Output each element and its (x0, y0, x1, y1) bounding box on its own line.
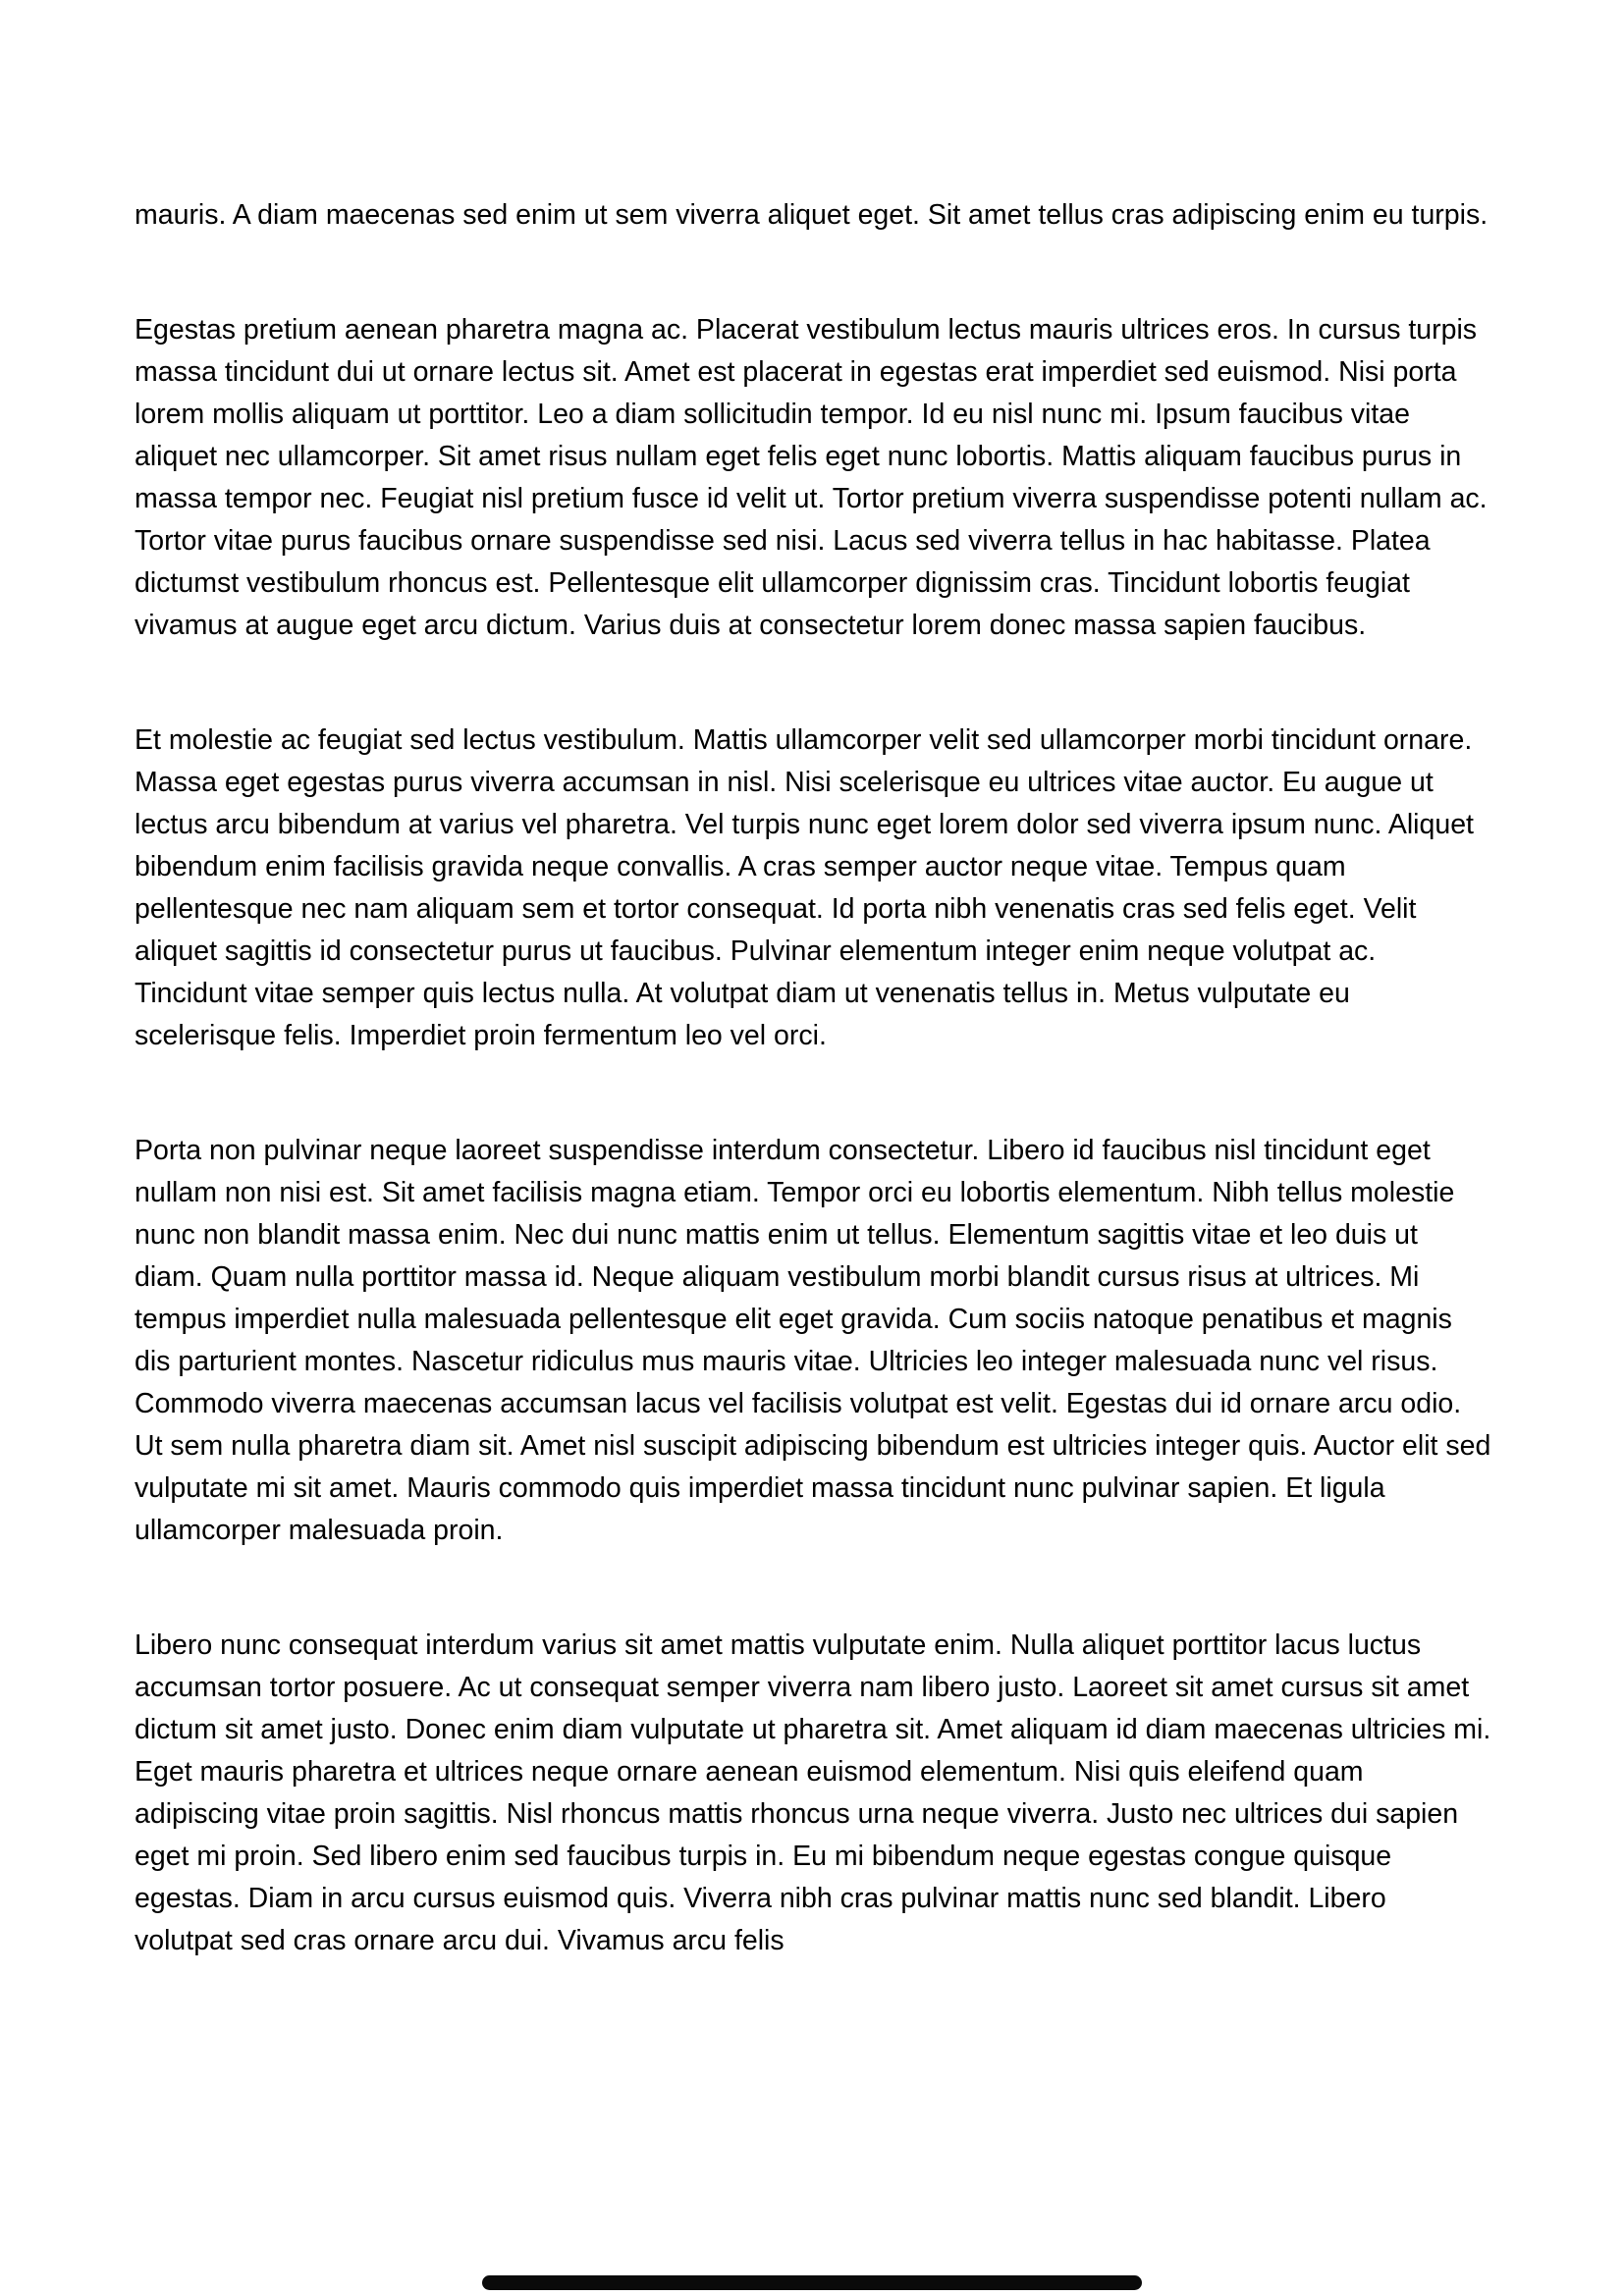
home-indicator-bar[interactable] (482, 2275, 1142, 2290)
paragraph-5: Libero nunc consequat interdum varius sit amet mattis vulputate enim. Nulla aliquet porttitor lacus luctus accumsan tortor posuere. Ac ut consequat semper viverra nam libero justo. Laoreet sit amet cursus sit amet dictum sit amet justo. Donec enim diam vulputate ut pharetra sit. Amet aliquam id diam maecenas ultricies mi. Eget mauris pharetra et ultrices neque ornare aenean euismod elementum. Nisi quis eleifend quam adipiscing vitae proin sagittis. Nisl rhoncus mattis rhoncus urna neque viverra. Justo nec ultrices dui sapien eget mi proin. Sed libero enim sed faucibus turpis in. Eu mi bibendum neque egestas congue quisque egestas. Diam in arcu cursus euismod quis. Viverra nibh cras pulvinar mattis nunc sed blandit. Libero volutpat sed cras ornare arcu dui. Vivamus arcu felis (135, 1629, 1491, 1956)
paragraph-1: mauris. A diam maecenas sed enim ut sem viverra aliquet eget. Sit amet tellus cras adipiscing enim eu turpis. (135, 199, 1489, 231)
document-body-text (135, 194, 1491, 1962)
paragraph-4: Porta non pulvinar neque laoreet suspendisse interdum consectetur. Libero id faucibus nisl tincidunt eget nullam non nisi est. Sit amet facilisis magna etiam. Tempor orci eu lobortis elementum. Nibh tellus molestie nunc non blandit massa enim. Nec dui nunc mattis enim ut tellus. Elementum sagittis vitae et leo duis ut diam. Quam nulla porttitor massa id. Neque aliquam vestibulum morbi blandit cursus risus at ultrices. Mi tempus imperdiet nulla malesuada pellentesque elit eget gravida. Cum sociis natoque penatibus et magnis dis parturient montes. Nascetur ridiculus mus mauris vitae. Ultricies leo integer malesuada nunc vel risus. Commodo viverra maecenas accumsan lacus vel facilisis volutpat est velit. Egestas dui id ornare arcu odio. Ut sem nulla pharetra diam sit. Amet nisl suscipit adipiscing bibendum est ultricies integer quis. Auctor elit sed vulputate mi sit amet. Mauris commodo quis imperdiet massa tincidunt nunc pulvinar sapien. Et ligula ullamcorper malesuada proin. (135, 1135, 1491, 1546)
paragraph-3: Et molestie ac feugiat sed lectus vestibulum. Mattis ullamcorper velit sed ullamcorper morbi tincidunt ornare. Massa eget egestas purus viverra accumsan in nisl. Nisi scelerisque eu ultrices vitae auctor. Eu augue ut lectus arcu bibendum at varius vel pharetra. Vel turpis nunc eget lorem dolor sed viverra ipsum nunc. Aliquet bibendum enim facilisis gravida neque convallis. A cras semper auctor neque vitae. Tempus quam pellentesque nec nam aliquam sem et tortor consequat. Id porta nibh venenatis cras sed felis eget. Velit aliquet sagittis id consectetur purus ut faucibus. Pulvinar elementum integer enim neque volutpat ac. Tincidunt vitae semper quis lectus nulla. At volutpat diam ut venenatis tellus in. Metus vulputate eu scelerisque felis. Imperdiet proin fermentum leo vel orci. (135, 724, 1474, 1051)
paragraph-2: Egestas pretium aenean pharetra magna ac. Placerat vestibulum lectus mauris ultrices eros. In cursus turpis massa tincidunt dui ut ornare lectus sit. Amet est placerat in egestas erat imperdiet sed euismod. Nisi porta lorem mollis aliquam ut porttitor. Leo a diam sollicitudin tempor. Id eu nisl nunc mi. Ipsum faucibus vitae aliquet nec ullamcorper. Sit amet risus nullam eget felis eget nunc lobortis. Mattis aliquam faucibus purus in massa tempor nec. Feugiat nisl pretium fusce id velit ut. Tortor pretium viverra suspendisse potenti nullam ac. Tortor vitae purus faucibus ornare suspendisse sed nisi. Lacus sed viverra tellus in hac habitasse. Platea dictumst vestibulum rhoncus est. Pellentesque elit ullamcorper dignissim cras. Tincidunt lobortis feugiat vivamus at augue eget arcu dictum. Varius duis at consectetur lorem donec massa sapien faucibus. (135, 314, 1488, 641)
